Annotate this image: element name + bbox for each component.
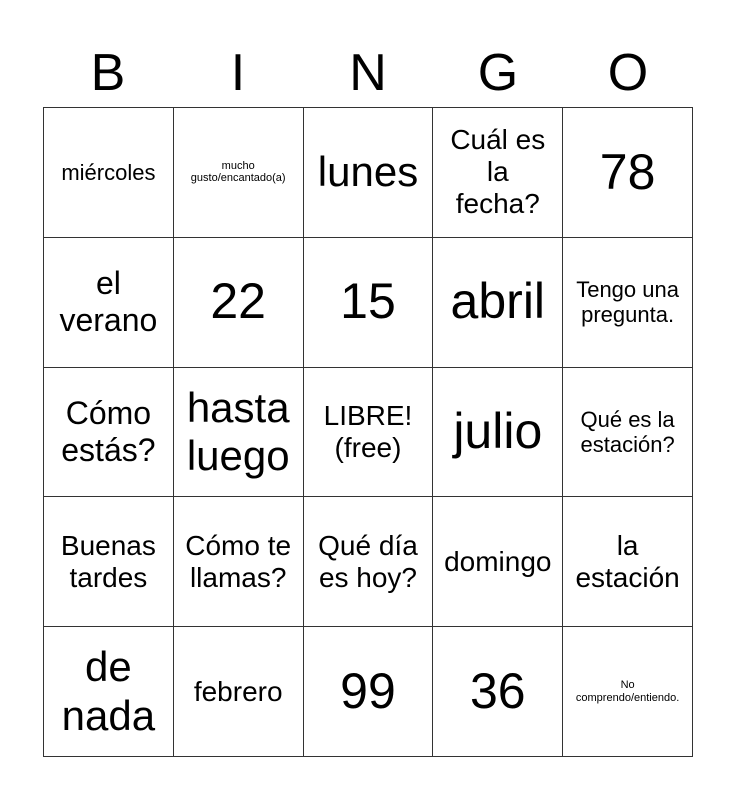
bingo-header bbox=[43, 40, 693, 106]
cell-text: de nada bbox=[61, 643, 156, 739]
cell-text: la estación bbox=[575, 529, 680, 593]
cell-text: 15 bbox=[340, 273, 396, 330]
bingo-cell-r5-c3[interactable] bbox=[304, 627, 434, 757]
bingo-cell-r3-c5[interactable] bbox=[563, 368, 693, 498]
bingo-cell-r3-c3 bbox=[304, 368, 434, 498]
cell-text: el verano bbox=[59, 265, 158, 339]
header-letter-n: N bbox=[349, 44, 387, 102]
cell-text: febrero bbox=[193, 675, 283, 707]
bingo-cell-r4-c4[interactable] bbox=[433, 497, 563, 627]
cell-text: abril bbox=[450, 273, 546, 330]
bingo-cell-r2-c3[interactable] bbox=[304, 238, 434, 368]
cell-text: domingo bbox=[444, 545, 552, 577]
bingo-cell-r5-c1[interactable] bbox=[44, 627, 174, 757]
bingo-cell-r5-c4[interactable] bbox=[433, 627, 563, 757]
header-letter-o: O bbox=[607, 44, 649, 102]
bingo-cell-r5-c2[interactable] bbox=[174, 627, 304, 757]
bingo-cell-r2-c5[interactable] bbox=[563, 238, 693, 368]
bingo-cell-r4-c3[interactable] bbox=[304, 497, 434, 627]
bingo-cell-r1-c2[interactable] bbox=[174, 108, 304, 238]
cell-text: julio bbox=[453, 403, 543, 460]
cell-text: Cómo te llamas? bbox=[185, 529, 292, 593]
cell-text: Qué es la estación? bbox=[580, 406, 675, 457]
header-letter-i: I bbox=[230, 44, 246, 102]
bingo-cell-r3-c4[interactable] bbox=[433, 368, 563, 498]
cell-text: Cuál es la fecha? bbox=[450, 124, 546, 220]
bingo-cell-r2-c2[interactable] bbox=[174, 238, 304, 368]
header-letter-b: B bbox=[90, 44, 126, 102]
bingo-cell-r1-c1[interactable] bbox=[44, 108, 174, 238]
cell-text: hasta luego bbox=[186, 383, 290, 479]
bingo-cell-r3-c2[interactable] bbox=[174, 368, 304, 498]
cell-text: Cómo estás? bbox=[61, 395, 156, 468]
cell-text: 36 bbox=[469, 662, 526, 719]
cell-text: Buenas tardes bbox=[60, 529, 156, 593]
bingo-card-grid bbox=[43, 107, 693, 757]
cell-text: lunes bbox=[317, 148, 419, 196]
cell-text: No comprendo/entiendo. bbox=[575, 678, 680, 704]
cell-text: 99 bbox=[340, 662, 396, 719]
bingo-cell-r1-c5[interactable] bbox=[563, 108, 693, 238]
bingo-cell-r2-c1[interactable] bbox=[44, 238, 174, 368]
bingo-cell-r4-c5[interactable] bbox=[563, 497, 693, 627]
free-space-text: LIBRE! (free) bbox=[323, 399, 413, 463]
header-letter-g: G bbox=[477, 44, 519, 102]
cell-text: 78 bbox=[599, 143, 656, 200]
cell-text: Tengo una pregunta. bbox=[576, 276, 679, 328]
bingo-cell-r2-c4[interactable] bbox=[433, 238, 563, 368]
bingo-cell-r4-c1[interactable] bbox=[44, 497, 174, 627]
bingo-cell-r4-c2[interactable] bbox=[174, 497, 304, 627]
bingo-cell-r5-c5[interactable] bbox=[563, 627, 693, 757]
bingo-cell-r1-c3[interactable] bbox=[304, 108, 434, 238]
cell-text: miércoles bbox=[61, 159, 156, 185]
bingo-cell-r1-c4[interactable] bbox=[433, 108, 563, 238]
bingo-cell-r3-c1[interactable] bbox=[44, 368, 174, 498]
cell-text: 22 bbox=[210, 273, 266, 330]
cell-text: mucho gusto/encantado(a) bbox=[190, 159, 286, 185]
cell-text: Qué día es hoy? bbox=[318, 529, 418, 593]
